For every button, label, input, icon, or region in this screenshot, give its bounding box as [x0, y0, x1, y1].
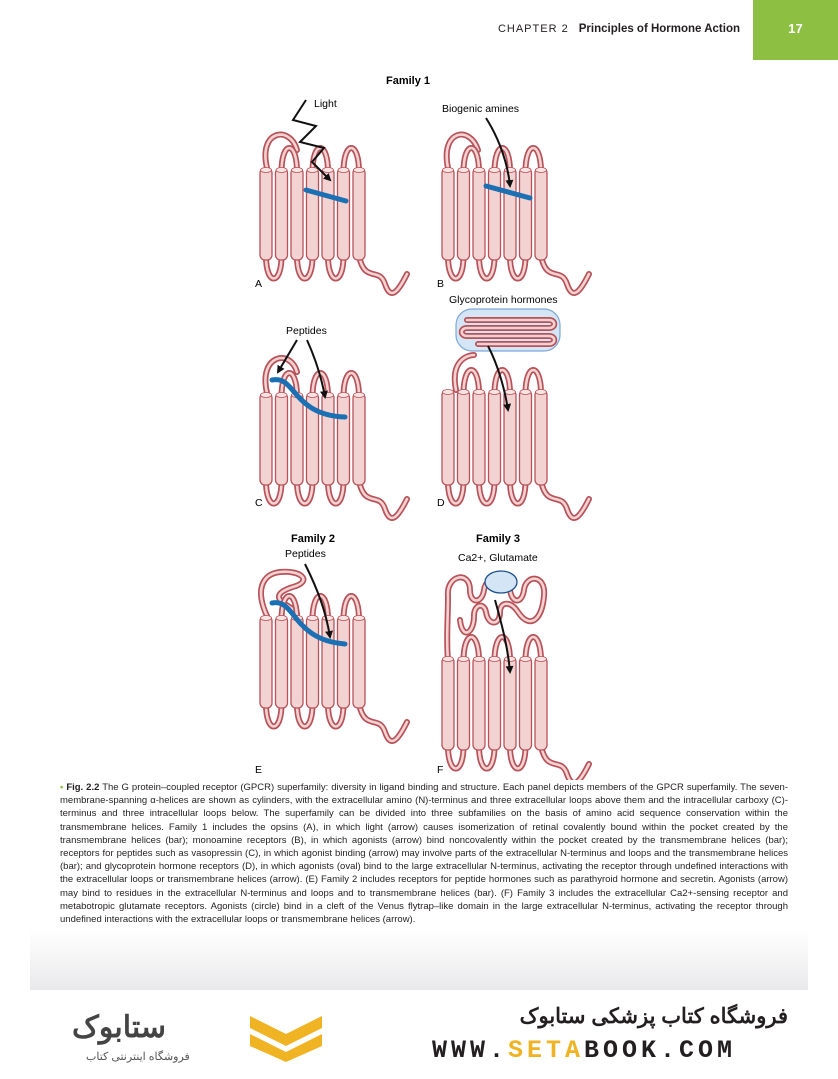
helix-cap	[354, 168, 365, 173]
panel-a	[255, 98, 407, 293]
url-accent: SETA	[508, 1036, 585, 1065]
helix	[458, 168, 470, 260]
helix	[489, 168, 501, 260]
helix-cap	[354, 393, 365, 398]
panel-b-letter: B	[437, 278, 445, 290]
chapter-title: Principles of Hormone Action	[578, 23, 740, 35]
panel-e	[255, 548, 407, 776]
helix-cap	[474, 168, 485, 173]
panel-e-receptor	[260, 596, 407, 741]
helix-cap	[261, 616, 272, 621]
helix-cap	[276, 168, 287, 173]
helix	[473, 657, 485, 750]
gpcr-figure	[0, 60, 838, 780]
caption-text: The G protein–coupled receptor (GPCR) superfamily: diversity in ligand binding and structure. Each panel depicts members of the GPCR superfamily. The seven-membrane-spanning α-helices are shown as cylinders, with the extracellular amino (N)-terminus and three extracellular loops above them and the intracellular carboxy (C)-terminus and three intracellular loops below. The superfamily can be divided into three subfamilies on the basis of amino acid sequence conservation within the transmembrane helices. Family 1 includes the opsins (A), in which light (arrow) causes isomerization of retinal covalently bound within the pocket created by the transmembrane helices (bar); monoamine receptors (B), in which agonists (arrow) bind noncovalently within the pocket created by the transmembrane helices (bar); receptors for peptides such as vasopressin (C), in which agonist binding (arrow) may involve parts of the extracellular N-terminus and loops and the transmembrane helices (bar); and glycoprotein hormone receptors (D), in which agonists (oval) bind to the large extracellular N-terminus, activating the receptor through undefined interactions with the extracellular loops or transmembrane helices (arrow). (E) Family 2 includes receptors for peptide hormones such as parathyroid hormone and secretin. Agonists (arrow) may bind to residues in the extracellular N-terminus and loops and to transmembrane helices (bar). (F) Family 3 includes the extracellular Ca2+-sensing receptor and metabotropic glutamate receptors. Agonists (circle) bind in a cleft of the Venus flytrap–like domain in the large extracellular N-terminus, activating the receptor through undefined interactions with the extracellular loops or transmembrane helices (arrow).	[60, 782, 789, 926]
logo-subtitle: فروشگاه اینترنتی کتاب	[86, 1051, 190, 1063]
helix-cap	[338, 168, 349, 173]
helix	[276, 393, 288, 485]
helix-cap	[354, 616, 365, 621]
helix	[442, 657, 454, 750]
helix-cap	[489, 657, 500, 662]
url-prefix: WWW.	[432, 1036, 509, 1065]
panel-c-label: Peptides	[286, 325, 327, 337]
store-logo	[68, 1006, 328, 1066]
helix-cap	[338, 393, 349, 398]
helix-cap	[536, 168, 547, 173]
helix	[442, 390, 454, 485]
helix	[353, 616, 365, 708]
helix-cap	[489, 390, 500, 395]
helix	[353, 393, 365, 485]
helix-cap	[536, 390, 547, 395]
helix-cap	[307, 616, 318, 621]
helix-cap	[505, 657, 516, 662]
helix-cap	[307, 393, 318, 398]
caption-fig-label: Fig. 2.2	[66, 782, 100, 793]
helix	[535, 390, 547, 485]
helix	[489, 390, 501, 485]
panel-a-receptor	[260, 148, 407, 293]
figure-caption	[60, 781, 788, 926]
helix	[322, 168, 334, 260]
helix-cap	[474, 657, 485, 662]
helix	[260, 168, 272, 260]
running-head	[498, 23, 740, 35]
panel-b	[437, 103, 589, 293]
panel-d-letter: D	[437, 497, 445, 509]
helix-cap	[520, 390, 531, 395]
helix	[442, 168, 454, 260]
helix	[458, 657, 470, 750]
helix	[520, 168, 532, 260]
helix-cap	[338, 616, 349, 621]
panel-d-label: Glycoprotein hormones	[449, 294, 558, 306]
helix-cap	[323, 616, 334, 621]
helix-cap	[443, 390, 454, 395]
helix	[291, 616, 303, 708]
helix	[458, 390, 470, 485]
helix	[473, 390, 485, 485]
helix	[535, 657, 547, 750]
panel-f-letter: F	[437, 764, 444, 776]
helix-cap	[505, 168, 516, 173]
agonist-arrow	[307, 340, 325, 397]
helix-cap	[536, 657, 547, 662]
caption-bullet: •	[60, 782, 64, 793]
panel-a-label: Light	[314, 98, 337, 110]
helix	[322, 393, 334, 485]
helix-cap	[276, 393, 287, 398]
page-header	[0, 0, 838, 60]
helix	[307, 168, 319, 260]
helix	[535, 168, 547, 260]
panels-layer	[255, 98, 589, 780]
panel-d	[437, 294, 589, 518]
helix-cap	[474, 390, 485, 395]
helix-cap	[443, 657, 454, 662]
helix	[338, 168, 350, 260]
helix	[504, 390, 516, 485]
family3-title: Family 3	[475, 533, 521, 545]
helix	[291, 393, 303, 485]
helix-cap	[489, 168, 500, 173]
family1-title: Family 1	[385, 75, 431, 87]
panel-f-label: Ca2+, Glutamate	[458, 552, 538, 564]
agonist-circle	[485, 571, 517, 593]
helix-cap	[261, 168, 272, 173]
url-suffix: BOOK.COM	[584, 1036, 737, 1065]
page-number-box	[753, 0, 838, 60]
helix	[338, 616, 350, 708]
panel-b-label: Biogenic amines	[442, 103, 520, 115]
logo-text: ستابوک	[72, 1011, 167, 1044]
panel-c-letter: C	[255, 497, 263, 509]
helix-cap	[458, 657, 469, 662]
panel-c-receptor	[260, 373, 407, 518]
page-number: 17	[788, 21, 803, 36]
helix	[276, 168, 288, 260]
chevron-logo-icon	[246, 1006, 326, 1062]
helix	[276, 616, 288, 708]
panel-c	[255, 325, 407, 518]
helix-cap	[458, 168, 469, 173]
panel-f-receptor	[442, 637, 589, 780]
helix	[353, 168, 365, 260]
store-url	[432, 1036, 792, 1065]
panel-b-receptor	[442, 148, 589, 293]
helix-cap	[261, 393, 272, 398]
chapter-label: CHAPTER 2	[497, 23, 569, 35]
page-bottom-shade	[30, 930, 808, 990]
helix-cap	[307, 168, 318, 173]
helix	[520, 390, 532, 485]
helix-cap	[458, 390, 469, 395]
panel-e-letter: E	[255, 764, 263, 776]
helix	[473, 168, 485, 260]
helix-cap	[323, 168, 334, 173]
family2-title: Family 2	[290, 533, 336, 545]
helix-cap	[505, 390, 516, 395]
store-name: فروشگاه کتاب پزشکی ستابوک	[519, 1005, 788, 1028]
helix	[489, 657, 501, 750]
helix-cap	[443, 168, 454, 173]
helix	[260, 616, 272, 708]
panel-e-label: Peptides	[285, 548, 326, 560]
helix-cap	[292, 168, 303, 173]
helix	[338, 393, 350, 485]
helix	[291, 168, 303, 260]
helix	[260, 393, 272, 485]
helix-cap	[520, 657, 531, 662]
helix	[520, 657, 532, 750]
panel-a-letter: A	[255, 278, 263, 290]
helix-cap	[520, 168, 531, 173]
panel-d-receptor	[442, 370, 589, 518]
store-footer	[0, 992, 838, 1079]
panel-f	[437, 552, 589, 780]
helix-cap	[276, 616, 287, 621]
